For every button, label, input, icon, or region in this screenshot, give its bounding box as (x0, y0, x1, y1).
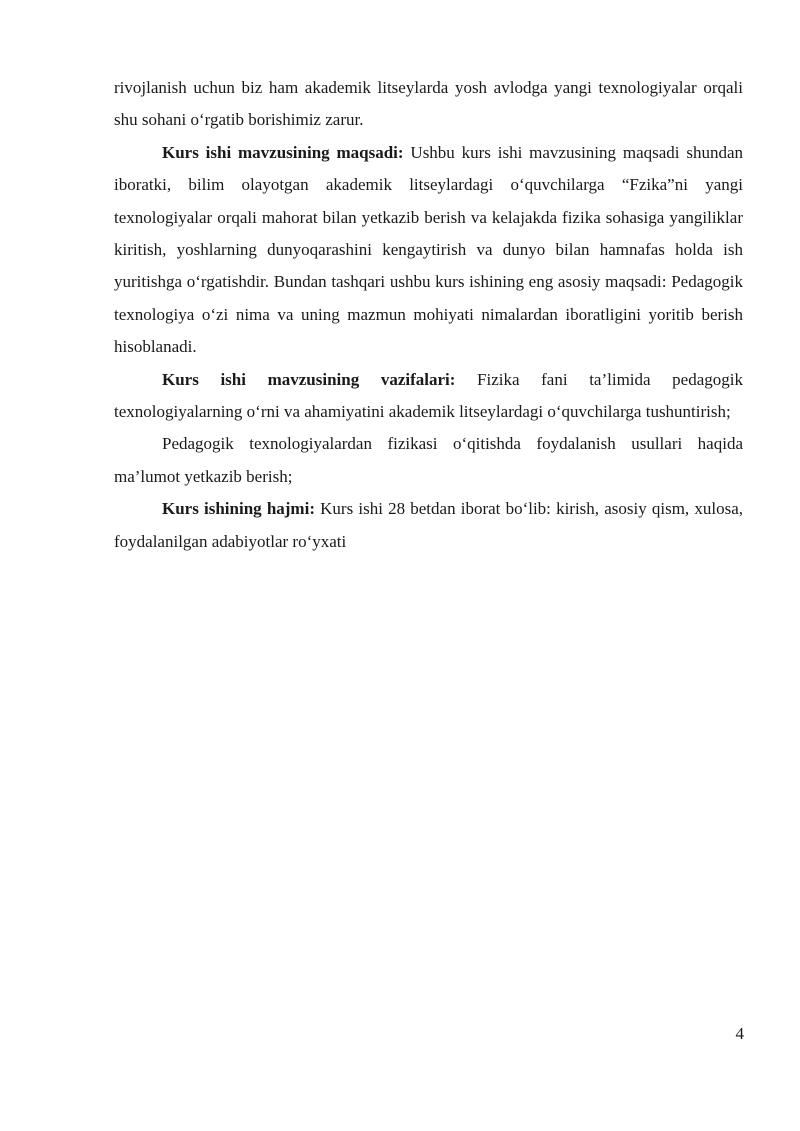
paragraph-volume (114, 493, 743, 558)
paragraph-text: Pedagogik texnologiyalardan fizikasi o‘qitishda foydalanish usullari haqida ma’lumot yetkazib berish; (114, 434, 743, 486)
paragraph-heading: Kurs ishining hajmi: (162, 499, 315, 519)
paragraph-tasks (114, 364, 743, 429)
paragraph-heading: Kurs ishi mavzusining maqsadi: (162, 142, 404, 162)
paragraph-text: Fizika fani ta’limida pedagogik texnologiyalarning o‘rni va ahamiyatini akademik litseylardagi o‘quvchilarga tushuntirish; (114, 369, 743, 422)
page-number: 4 (735, 1024, 744, 1043)
paragraph-methods (114, 428, 743, 493)
paragraph-continuation (114, 72, 743, 137)
paragraph-heading: Kurs ishi mavzusining vazifalari: (162, 369, 456, 389)
paragraph-text: rivojlanish uchun biz ham akademik litseylarda yosh avlodga yangi texnologiyalar orqali shu sohani o‘rgatib borishimiz zarur. (114, 78, 743, 130)
paragraph-text: Kurs ishi 28 betdan iborat bo‘lib: kirish, asosiy qism, xulosa, foydalanilgan adabiyotlar ro‘yxati (114, 499, 743, 551)
paragraph-goal (114, 137, 743, 364)
document-body (114, 72, 743, 558)
paragraph-text: Ushbu kurs ishi mavzusining maqsadi shundan iboratki, bilim olayotgan akademik litseylardagi o‘quvchilarga “Fzika”ni yangi texnologiyalar orqali mahorat bilan yetkazib berish va kelajakda fizika sohasiga yangiliklar kiritish, yoshlarning dunyoqarashini kengaytirish va dunyo bilan hamnafas holda ish yuritishga o‘rgatishdir. Bundan tashqari ushbu kurs ishining eng asosiy maqsadi: Pedagogik texnologiya o‘zi nima va uning mazmun mohiyati nimalardan iboratligini yoritib berish hisoblanadi. (114, 142, 744, 357)
